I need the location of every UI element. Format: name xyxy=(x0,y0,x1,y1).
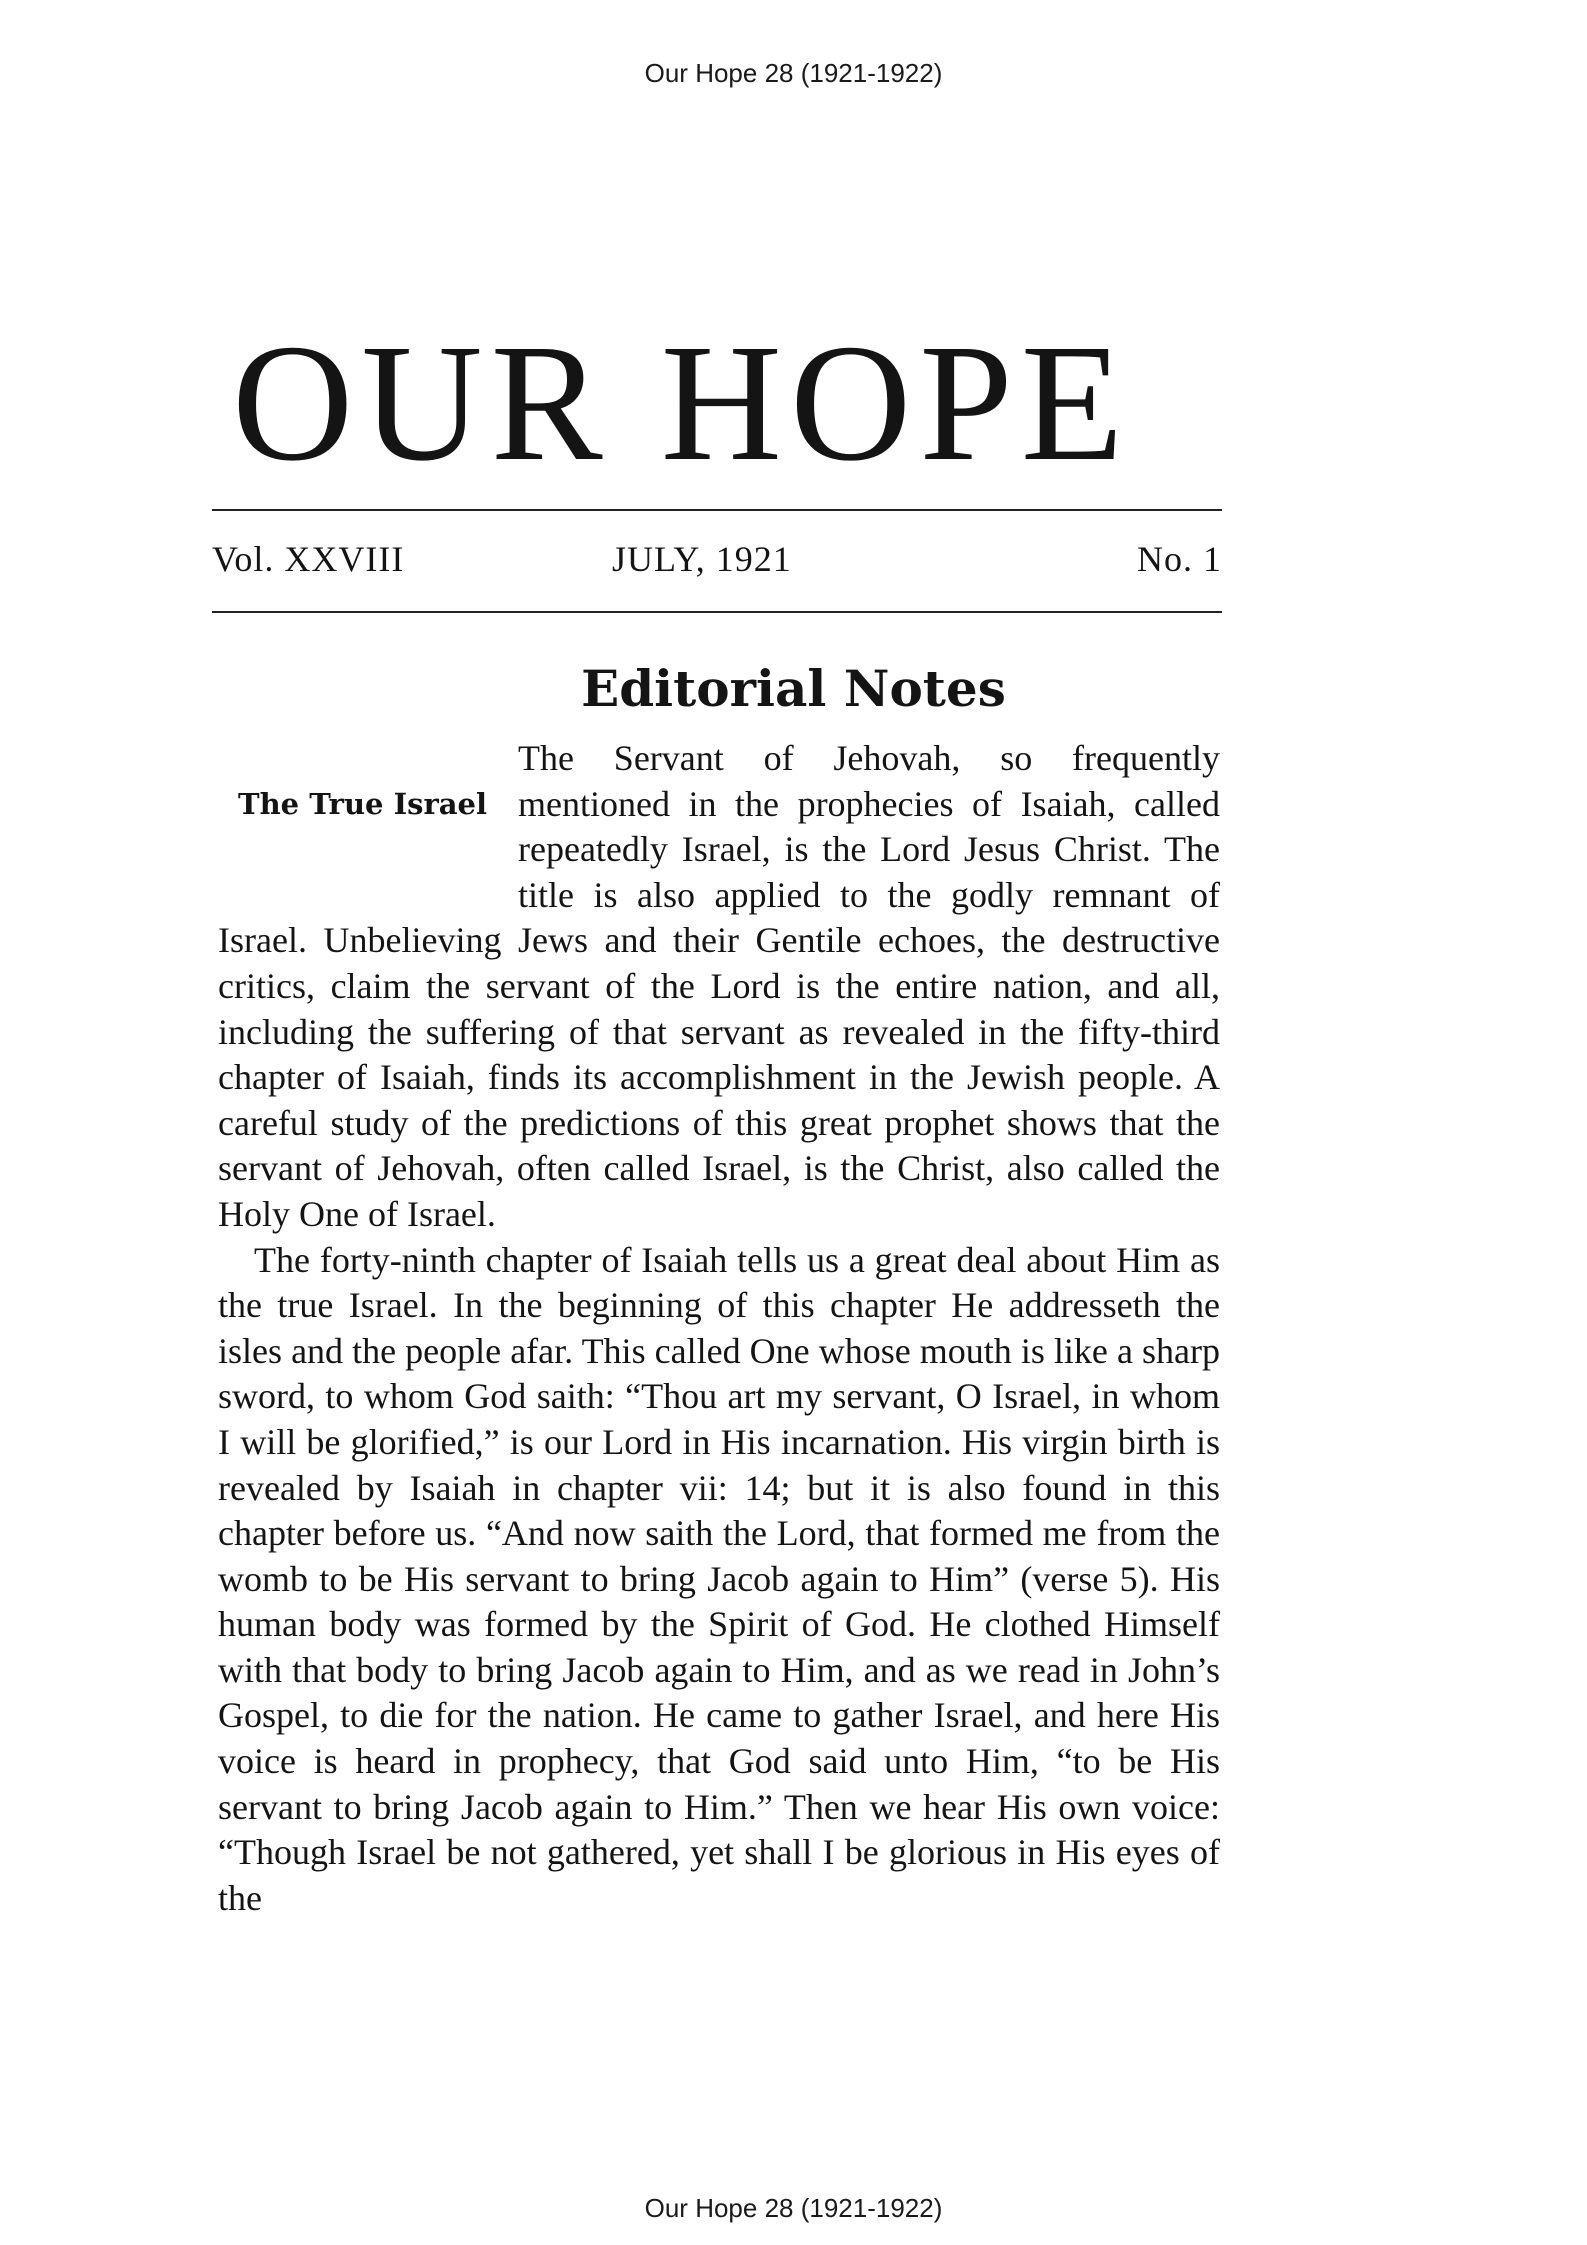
masthead-title: OUR HOPE xyxy=(232,310,1132,496)
masthead-bottom-rule xyxy=(212,611,1222,613)
paragraph-2: The forty-ninth chapter of Isaiah tells us a great deal about Him as the true Israel. In the beginning of this chapter He addresseth the isles and the people afar. This called One whose mouth is like a sharp sword, to whom God saith: “Thou art my servant, O Israel, in whom I will be glorified,” is our Lord in His incarnation. His virgin birth is revealed by Isaiah in chapter vii: 14; but it is also found in this chapter before us. “And now saith the Lord, that formed me from the womb to be His servant to bring Jacob again to Him” (verse 5). His human body was formed by the Spirit of God. He clothed Himself with that body to bring Jacob again to Him, and as we read in John’s Gospel, to die for the nation. He came to gather Israel, and here His voice is heard in prophecy, that God said unto Him, “to be His servant to bring Jacob again to Him.” Then we hear His own voice: “Though Israel be not gathered, yet shall I be glorious in His eyes of the xyxy=(218,1239,1220,1918)
volume-label: Vol. XXVIII xyxy=(212,539,405,579)
article-body xyxy=(218,736,1220,1921)
paragraph-1: The Servant of Jehovah, so frequently mentioned in the prophecies of Isaiah, called repeatedly Israel, is the Lord Jesus Christ. The title is also applied to the godly remnant of Israel. Unbelieving Jews and their Gentile echoes, the destructive critics, claim the servant of the Lord is the entire nation, and all, including the suffering of that servant as revealed in the fifty-third chapter of Isaiah, finds its accomplishment in the Jewish people. A careful study of the predictions of this great prophet shows that the servant of Jehovah, often called Israel, is the Christ, also called the Holy One of Israel. xyxy=(218,738,1220,1234)
side-heading-block xyxy=(218,736,518,873)
running-header: Our Hope 28 (1921-1922) xyxy=(644,58,943,88)
issue-line xyxy=(212,532,1222,586)
issue-number: No. 1 xyxy=(1137,539,1222,579)
running-footer: Our Hope 28 (1921-1922) xyxy=(644,2193,943,2223)
masthead-top-rule xyxy=(212,509,1222,511)
section-title: Editorial Notes xyxy=(581,659,1006,718)
issue-date: JULY, 1921 xyxy=(612,539,792,579)
side-heading: The True Israel xyxy=(238,787,488,821)
